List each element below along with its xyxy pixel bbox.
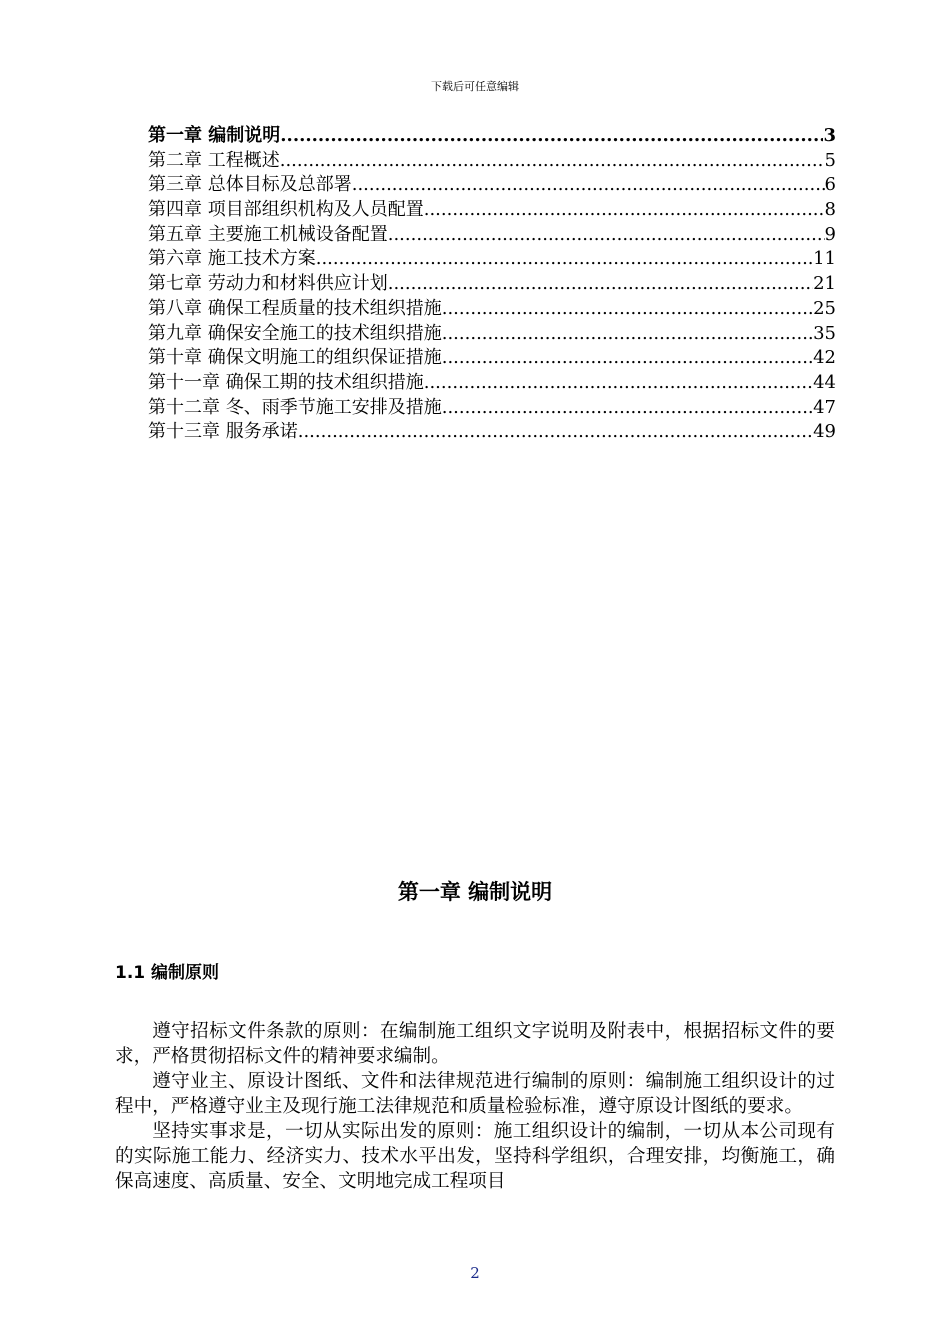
toc-leader-dots [352, 173, 825, 198]
toc-entry-page: 8 [824, 199, 836, 221]
toc-leader-dots [424, 371, 813, 396]
toc-entry-page: 25 [813, 297, 836, 319]
toc-entry[interactable] [148, 396, 836, 421]
toc-entry-page: 47 [813, 396, 836, 418]
toc-leader-dots [388, 223, 825, 248]
toc-entry-page: 6 [824, 174, 836, 196]
page-header: 下载后可任意编辑 [431, 80, 519, 93]
toc-entry[interactable] [148, 297, 836, 322]
toc-entry-title: 第八章 确保工程质量的技术组织措施 [148, 297, 442, 319]
toc-entry-title: 第十章 确保文明施工的组织保证措施 [148, 347, 442, 369]
toc-leader-dots [280, 149, 825, 174]
toc-entry[interactable] [148, 420, 836, 445]
toc-leader-dots [298, 420, 813, 445]
toc-leader-dots [442, 322, 813, 347]
section-heading: 1.1 编制原则 [115, 963, 220, 983]
toc-entry[interactable] [148, 149, 836, 174]
toc-entry[interactable] [148, 247, 836, 272]
toc-leader-dots [442, 346, 813, 371]
paragraph: 遵守招标文件条款的原则：在编制施工组织文字说明及附表中，根据招标文件的要求，严格贯彻招标文件的精神要求编制。 [115, 1021, 835, 1067]
toc-leader-dots [280, 124, 823, 149]
toc-entry-page: 42 [813, 347, 836, 369]
toc-entry[interactable] [148, 371, 836, 396]
toc-entry-title: 第九章 确保安全施工的技术组织措施 [148, 322, 442, 344]
toc-entry[interactable] [148, 272, 836, 297]
toc-entry-title: 第七章 劳动力和材料供应计划 [148, 273, 388, 295]
toc-entry-title: 第二章 工程概述 [148, 149, 280, 171]
toc-entry[interactable] [148, 223, 836, 248]
toc-entry-title: 第三章 总体目标及总部署 [148, 174, 352, 196]
toc-entry-page: 21 [813, 273, 836, 295]
toc-entry-page: 49 [813, 421, 836, 443]
toc-entry[interactable] [148, 322, 836, 347]
toc-entry[interactable] [148, 124, 836, 149]
toc-leader-dots [316, 247, 813, 272]
toc-entry-title: 第十三章 服务承诺 [148, 421, 298, 443]
toc-entry[interactable] [148, 346, 836, 371]
toc-entry[interactable] [148, 173, 836, 198]
toc-entry-page: 9 [824, 223, 836, 245]
toc-entry[interactable] [148, 198, 836, 223]
toc-leader-dots [424, 198, 825, 223]
toc-entry-page: 44 [813, 371, 836, 393]
toc-entry-title: 第十二章 冬、雨季节施工安排及措施 [148, 396, 442, 418]
toc-leader-dots [388, 272, 813, 297]
toc-entry-page: 5 [824, 149, 836, 171]
toc-entry-title: 第一章 编制说明 [148, 125, 281, 146]
table-of-contents [148, 124, 836, 445]
toc-entry-title: 第四章 项目部组织机构及人员配置 [148, 199, 424, 221]
paragraph: 坚持实事求是，一切从实际出发的原则：施工组织设计的编制，一切从本公司现有的实际施工能力、经济实力、技术水平出发，坚持科学组织，合理安排，均衡施工，确保高速度、高质量、安全、文明地完成工程项目 [115, 1121, 835, 1192]
toc-entry-title: 第十一章 确保工期的技术组织措施 [148, 371, 424, 393]
toc-entry-title: 第六章 施工技术方案 [148, 248, 316, 270]
toc-leader-dots [442, 297, 813, 322]
toc-entry-page: 35 [813, 322, 836, 344]
paragraph: 遵守业主、原设计图纸、文件和法律规范进行编制的原则：编制施工组织设计的过程中，严格遵守业主及现行施工法律规范和质量检验标准，遵守原设计图纸的要求。 [115, 1071, 835, 1117]
toc-leader-dots [442, 396, 813, 421]
page-number: 2 [470, 1264, 480, 1282]
toc-entry-page: 11 [813, 248, 836, 270]
chapter-title: 第一章 编制说明 [397, 880, 553, 904]
toc-entry-title: 第五章 主要施工机械设备配置 [148, 223, 388, 245]
body-text [115, 1019, 835, 1194]
toc-entry-page: 3 [823, 125, 836, 146]
